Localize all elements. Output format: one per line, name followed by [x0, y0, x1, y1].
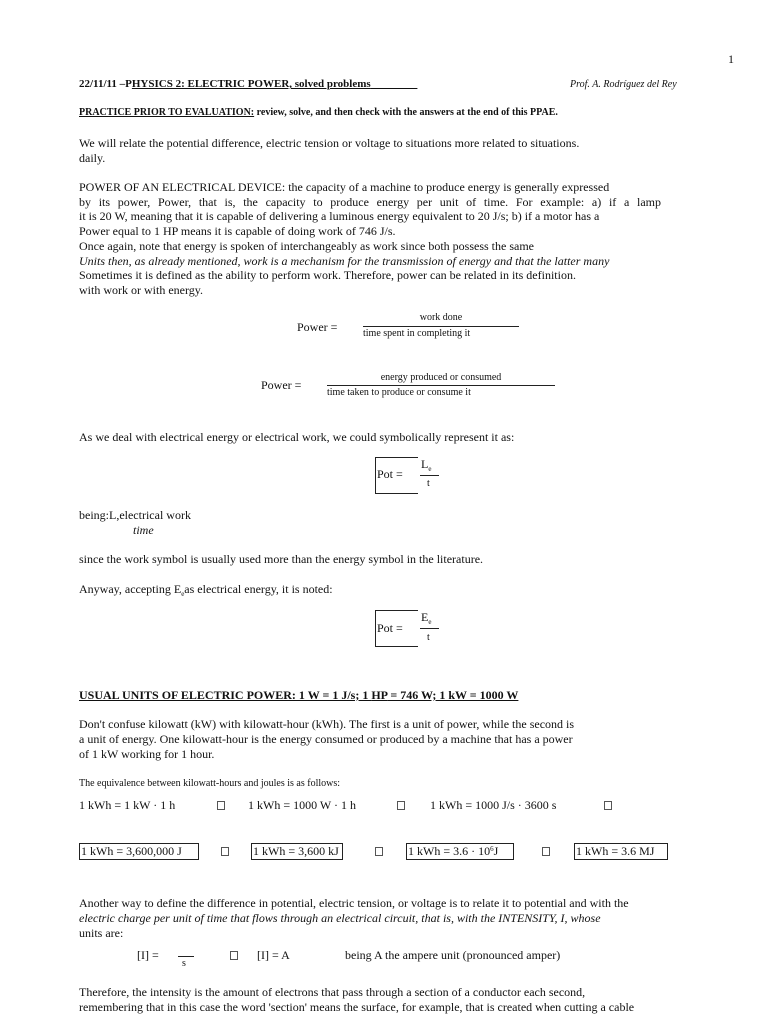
- intro-line-2: daily.: [79, 151, 106, 165]
- kwh-para-line-1: Don't confuse kilowatt (kW) with kilowatt-hour (kWh). The first is a unit of power, while the second is: [79, 717, 575, 731]
- another-line-2: electric charge per unit of time that flows through an electrical circuit, that is, with the INTENSITY, I, whose: [79, 911, 601, 925]
- box2-fraction-bar: [420, 628, 439, 629]
- power-para-line-4: Power equal to 1 HP means it is capable of doing work of 746 J/s.: [79, 224, 396, 238]
- intensity-denominator: s: [182, 958, 186, 969]
- intensity-lhs: [I] =: [137, 948, 159, 962]
- page-number: 1: [728, 52, 734, 66]
- document-title: [79, 78, 417, 90]
- kwh-box-4: 1 kWh = 3.6 MJ: [574, 843, 668, 860]
- kwh-para-line-2: a unit of energy. One kilowatt-hour is the energy consumed or produced by a machine that has a power: [79, 732, 573, 746]
- title-prefix: 22/11/11 –P: [79, 78, 132, 90]
- implies-glyph-icon: [217, 801, 225, 810]
- formula2-lhs: Power =: [261, 378, 302, 392]
- implies-glyph-icon: [542, 847, 550, 856]
- implies-glyph-icon: [375, 847, 383, 856]
- implies-glyph-icon: [230, 951, 238, 960]
- formula2-fraction-bar: [327, 385, 555, 386]
- power-para-line-1: POWER OF AN ELECTRICAL DEVICE: the capacity of a machine to produce energy is generally expressed: [79, 180, 610, 194]
- practice-text: review, solve, and then check with the answers at the end of this PPAE.: [254, 107, 558, 118]
- box2-lhs: Pot =: [377, 621, 403, 635]
- kwh-box-1: 1 kWh = 3,600,000 J: [79, 843, 199, 860]
- box1-lhs: Pot =: [377, 467, 403, 481]
- kwh-box-3: 1 kWh = $3.6 \cdot 10^6J$: [406, 843, 514, 860]
- implies-glyph-icon: [604, 801, 612, 810]
- kwh-para-line-3: of 1 kW working for 1 hour.: [79, 747, 215, 761]
- equiv-item-1: 1 kWh = 1 kW · 1 h: [79, 798, 176, 812]
- therefore-line-2: remembering that in this case the word 'section' means the surface, for example, that is created when cutting a cable: [79, 1000, 635, 1014]
- since-text: since the work symbol is usually used more than the energy symbol in the literature.: [79, 552, 484, 566]
- formula1-numerator: work done: [419, 312, 463, 323]
- box2-numerator: $E_e$: [421, 610, 432, 626]
- author: Prof. A. Rodríguez del Rey: [570, 79, 677, 90]
- intensity-fraction-bar: [178, 956, 194, 957]
- therefore-line-1: Therefore, the intensity is the amount of electrons that pass through a section of a conductor each second,: [79, 985, 586, 999]
- formula2-numerator: energy produced or consumed: [380, 372, 502, 383]
- power-para-line-2: by its power, Power, that is, the capacity to produce energy per unit of time. For example: a) if a lamp: [79, 195, 661, 209]
- box1-denominator: t: [427, 478, 430, 489]
- equiv-item-2: 1 kWh = 1000 W · 1 h: [248, 798, 356, 812]
- another-line-1: Another way to define the difference in potential, electric tension, or voltage is to relate it to potential and with the: [79, 896, 629, 910]
- formula1-fraction-bar: [363, 326, 519, 327]
- being-line-1: being:L,electrical work: [79, 508, 191, 522]
- anyway-text: Anyway, accepting $E_eas$ electrical energy, it is noted:: [79, 582, 333, 598]
- intensity-note: being A the ampere unit (pronounced amper): [345, 948, 561, 962]
- formula1-denominator: time spent in completing it: [363, 328, 471, 339]
- intro-line-1: We will relate the potential difference, electric tension or voltage to situations more related to situations.: [79, 136, 580, 150]
- power-para-line-6: Units then, as already mentioned, work is a mechanism for the transmission of energy and that the latter many: [79, 254, 610, 268]
- implies-glyph-icon: [221, 847, 229, 856]
- power-para-line-3: it is 20 W, meaning that it is capable of delivering a luminous energy equivalent to 20 J/s; b) if a motor has a: [79, 209, 600, 223]
- box2-denominator: t: [427, 632, 430, 643]
- equiv-item-3: 1 kWh = 1000 J/s · 3600 s: [430, 798, 557, 812]
- power-para-line-5: Once again, note that energy is spoken of interchangeably as work since both possess the same: [79, 239, 534, 253]
- title-rest: HYSICS 2: ELECTRIC POWER, solved problems: [131, 78, 371, 90]
- power-para-line-8: with work or with energy.: [79, 283, 203, 297]
- formula1-lhs: Power =: [297, 320, 338, 334]
- box1-fraction-bar: [420, 475, 439, 476]
- box1-numerator: $L_e$: [421, 457, 432, 473]
- practice-label: PRACTICE PRIOR TO EVALUATION:: [79, 107, 255, 118]
- units-heading: USUAL UNITS OF ELECTRIC POWER: 1 W = 1 J/s; 1 HP = 746 W; 1 kW = 1000 W: [79, 688, 519, 702]
- formula2-denominator: time taken to produce or consume it: [327, 387, 471, 398]
- intensity-rhs: [I] = A: [257, 948, 290, 962]
- another-line-3: units are:: [79, 926, 124, 940]
- being-line-2: time: [133, 523, 154, 537]
- equivalence-text: The equivalence between kilowatt-hours and joules is as follows:: [79, 778, 341, 789]
- kwh-box-2: 1 kWh = 3,600 kJ: [251, 843, 343, 860]
- title-underline-pad: [371, 78, 418, 90]
- practice-line: [79, 107, 558, 118]
- symbolic-text: As we deal with electrical energy or electrical work, we could symbolically represent it as:: [79, 430, 515, 444]
- implies-glyph-icon: [397, 801, 405, 810]
- power-para-line-7: Sometimes it is defined as the ability to perform work. Therefore, power can be related in its definition.: [79, 268, 576, 282]
